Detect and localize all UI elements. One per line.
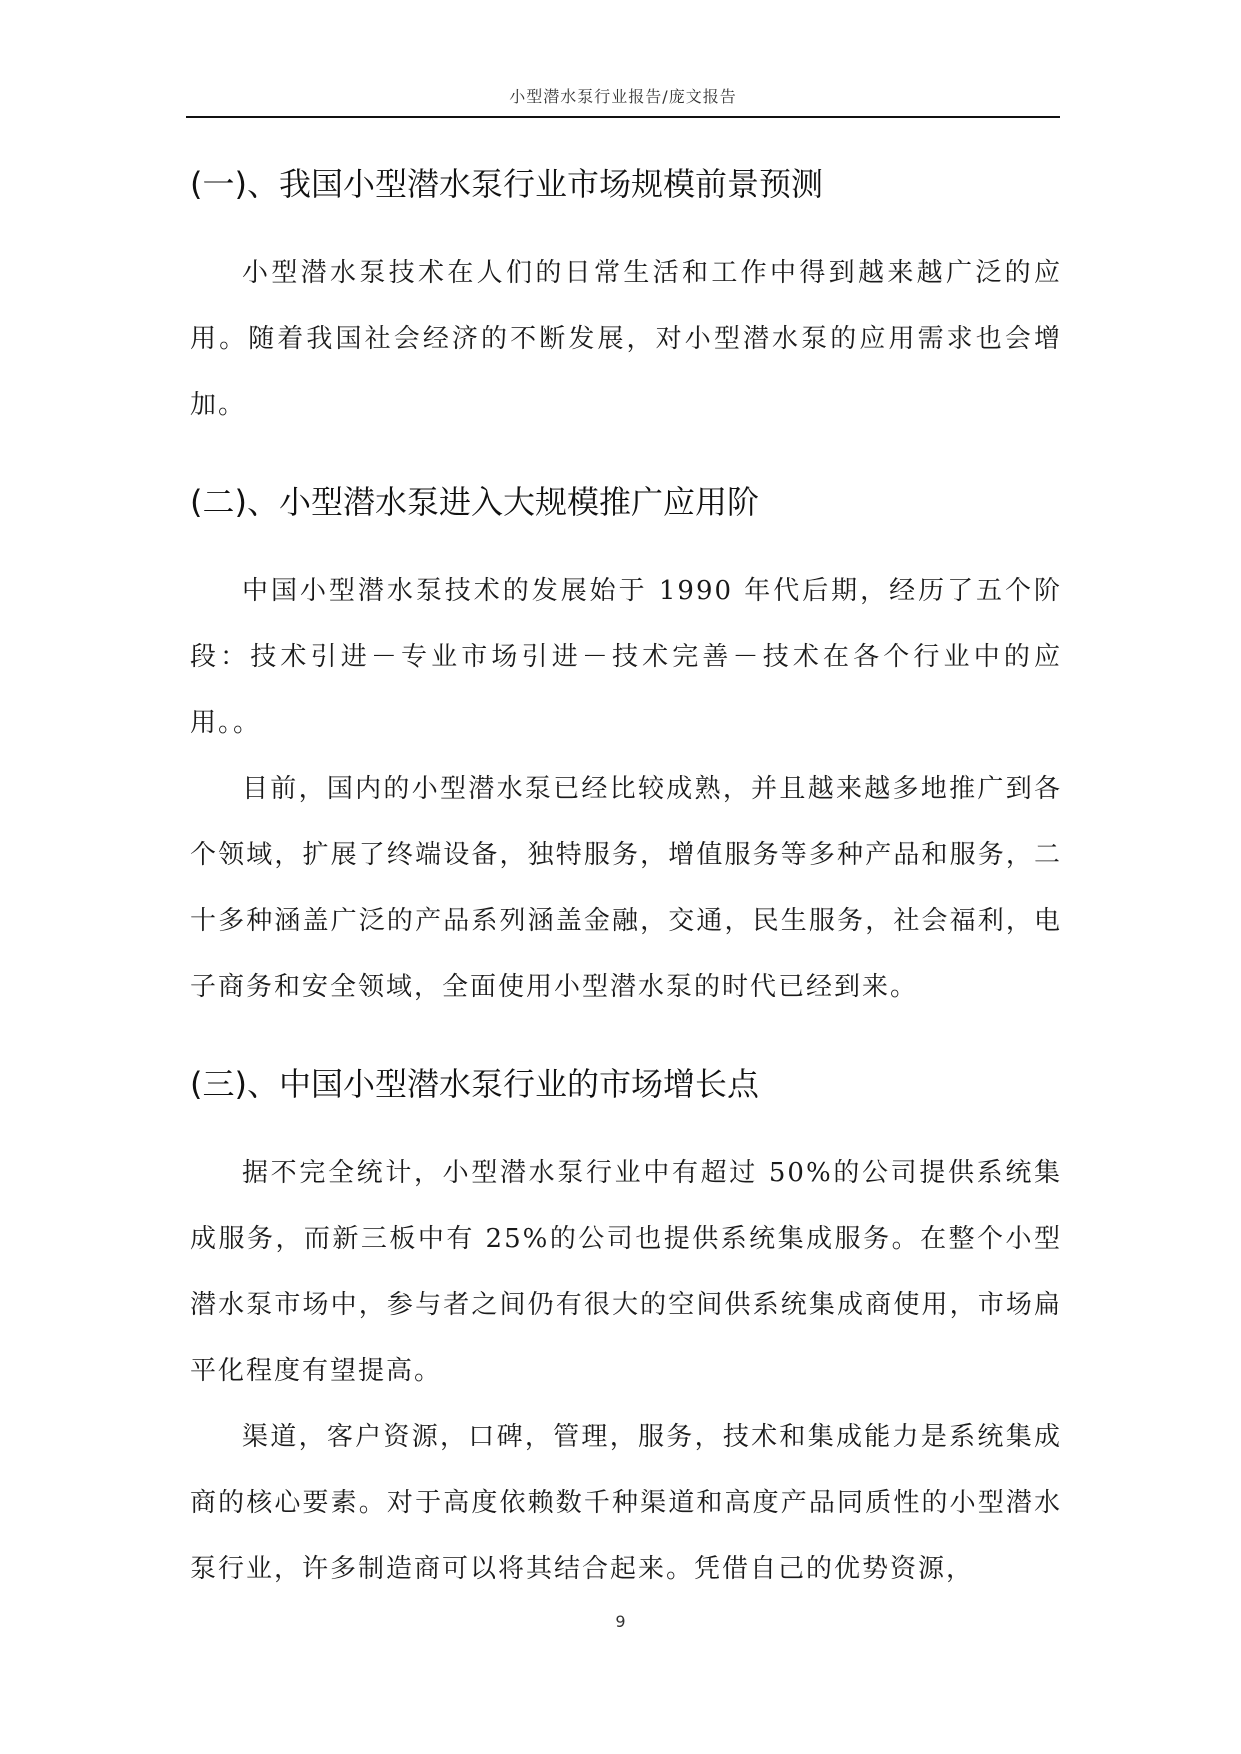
running-header: 小型潜水泵行业报告/庞文报告 (509, 87, 737, 106)
paragraph: 渠道，客户资源，口碑，管理，服务，技术和集成能力是系统集成商的核心要素。对于高度依赖数千种渠道和高度产品同质性的小型潜水泵行业，许多制造商可以将其结合起来。凭借自己的优势资源， (190, 1422, 1062, 1584)
page-number: 9 (615, 1612, 626, 1631)
section-3 (190, 1050, 1062, 1602)
paragraph: 据不完全统计，小型潜水泵行业中有超过 50%的公司提供系统集成服务，而新三板中有 25%的公司也提供系统集成服务。在整个小型潜水泵市场中，参与者之间仍有很大的空间供系统集成商使用，市场扁平化程度有望提高。 (190, 1158, 1062, 1386)
section-heading: (二)、小型潜水泵进入大规模推广应用阶 (190, 483, 759, 521)
header-rule (186, 116, 1060, 118)
section-1 (190, 150, 1062, 438)
section-2 (190, 468, 1062, 1020)
document-body (190, 150, 1062, 1602)
paragraph: 目前，国内的小型潜水泵已经比较成熟，并且越来越多地推广到各个领域，扩展了终端设备，独特服务，增值服务等多种产品和服务，二十多种涵盖广泛的产品系列涵盖金融，交通，民生服务，社会福利，电子商务和安全领域，全面使用小型潜水泵的时代已经到来。 (190, 774, 1062, 1002)
section-heading: (一)、我国小型潜水泵行业市场规模前景预测 (190, 165, 823, 203)
paragraph: 中国小型潜水泵技术的发展始于 1990 年代后期，经历了五个阶段：技术引进－专业市场引进－技术完善－技术在各个行业中的应用。。 (190, 576, 1062, 738)
paragraph: 小型潜水泵技术在人们的日常生活和工作中得到越来越广泛的应用。随着我国社会经济的不断发展，对小型潜水泵的应用需求也会增加。 (190, 258, 1062, 420)
section-heading: (三)、中国小型潜水泵行业的市场增长点 (190, 1065, 759, 1103)
